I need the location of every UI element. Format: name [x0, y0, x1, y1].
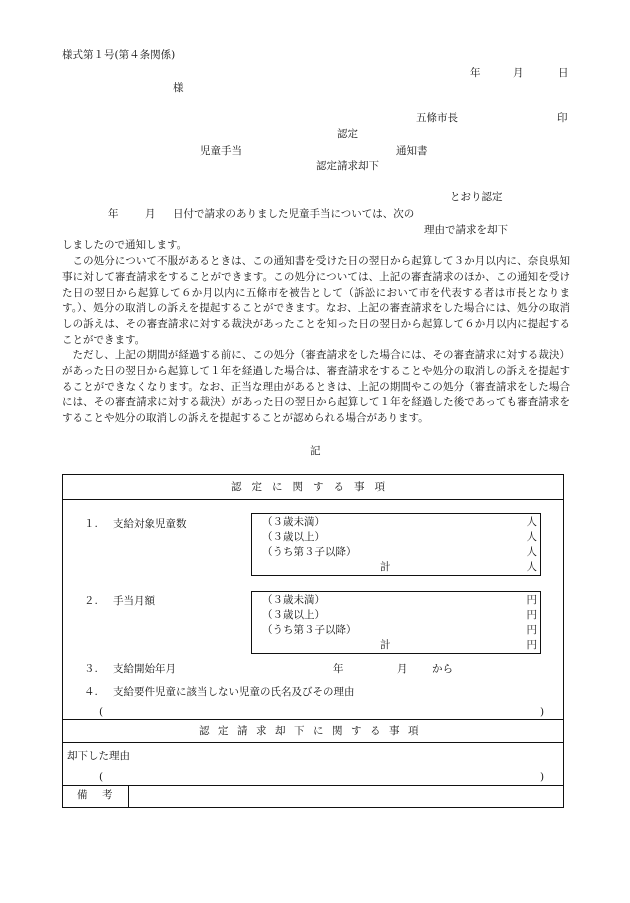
amount-under3-label: （３歳未満）	[262, 594, 325, 606]
statement-option-reject: 理由で請求を却下	[424, 224, 508, 236]
start-month-label: 月	[397, 663, 408, 675]
amount-third-unit: 円	[526, 624, 537, 636]
start-year-label: 年	[333, 663, 344, 675]
amount-over3-label: （３歳以上）	[262, 609, 325, 621]
appeal-paragraph-1: この処分について不服があるときは、この通知書を受けた日の翌日から起算して３か月以内に、奈良県知事に対して審査請求をすることができます。この処分については、上記の審査請求のほか、この通知を受けた日の翌日から起算して６か月以内に五條市を被告として（訴訟において市を代表する者は市長となります。）、処分の取消しの訴えを提起することができます。なお、上記の審査請求をした場合には、処分の取消しの訴えは、その審査請求に対する裁決があったことを知った日の翌日から起算して６か月以内に提起することができます。	[62, 255, 570, 346]
rejection-reason-label: 却下した理由	[67, 750, 130, 762]
item2-label: 手当月額	[113, 595, 155, 607]
ki-heading: 記	[310, 445, 321, 457]
issuer-name: 五條市長	[416, 112, 458, 124]
appeal-paragraph-2: ただし、上記の期間が経過する前に、この処分（審査請求をした場合には、その審査請求に対する裁決）があった日の翌日から起算して１年を経過した場合は、審査請求をすることや処分の取消しの訴えを提起することができなくなります。なお、正当な理由があるときは、上記の期間やこの処分（審査請求をした場合には、その審査請求に対する裁決）があった日の翌日から起算して１年を経過した後であっても審査請求をすることや処分の取消しの訴えを提起することが認められる場合があります。	[62, 349, 570, 425]
rejection-open-paren: (	[99, 771, 104, 783]
amount-third-label: （うち第３子以降）	[262, 624, 357, 636]
children-count-box	[251, 513, 541, 576]
item3-number: ３.	[84, 663, 98, 675]
amount-total-label: 計	[380, 639, 391, 651]
form-number: 様式第１号(第４条関係)	[62, 49, 176, 61]
item3-label: 支給開始年月	[113, 663, 176, 675]
monthly-amount-box	[251, 591, 541, 654]
title-right: 通知書	[396, 145, 428, 157]
remarks-label: 備 考	[77, 789, 115, 801]
title-option-reject: 認定請求却下	[316, 160, 379, 172]
remarks-divider	[128, 785, 129, 807]
children-total-label: 計	[380, 561, 391, 573]
statement-main: 日付で請求のありました児童手当については、次の	[173, 208, 415, 220]
amount-over3-unit: 円	[526, 609, 537, 621]
children-third-label: （うち第３子以降）	[262, 546, 357, 558]
divider	[63, 742, 563, 743]
details-table	[62, 474, 564, 808]
title-option-approve: 認定	[337, 128, 358, 140]
children-over3-unit: 人	[526, 531, 537, 543]
children-under3-label: （３歳未満）	[262, 516, 325, 528]
statement-year: 年	[108, 208, 119, 220]
amount-total-unit: 円	[526, 639, 537, 651]
section-rejection-header: 認定請求却下に関する事項	[199, 725, 427, 737]
section-approval-header: 認定に関する事項	[231, 481, 395, 493]
item4-open-paren: (	[99, 706, 104, 718]
children-under3-unit: 人	[526, 516, 537, 528]
children-over3-label: （３歳以上）	[262, 531, 325, 543]
children-total-unit: 人	[526, 561, 537, 573]
item1-number: １.	[84, 518, 98, 530]
seal-mark: 印	[557, 112, 568, 124]
title-left: 児童手当	[200, 145, 242, 157]
statement-option-approve: とおり認定	[450, 191, 503, 203]
start-from-label: から	[432, 663, 453, 675]
date-month-label: 月	[513, 67, 524, 79]
date-year-label: 年	[470, 67, 481, 79]
amount-under3-unit: 円	[526, 594, 537, 606]
divider	[63, 785, 563, 786]
item4-label: 支給要件児童に該当しない児童の氏名及びその理由	[113, 686, 355, 698]
date-day-label: 日	[558, 67, 569, 79]
item2-number: ２.	[84, 595, 98, 607]
item4-close-paren: )	[540, 706, 545, 718]
divider	[63, 499, 563, 500]
divider	[63, 719, 563, 720]
children-third-unit: 人	[526, 546, 537, 558]
item4-number: ４.	[84, 686, 98, 698]
statement-month: 月	[145, 208, 156, 220]
addressee-suffix: 様	[173, 82, 184, 94]
statement-end: しましたので通知します。	[62, 239, 188, 251]
item1-label: 支給対象児童数	[113, 518, 187, 530]
rejection-close-paren: )	[540, 771, 545, 783]
